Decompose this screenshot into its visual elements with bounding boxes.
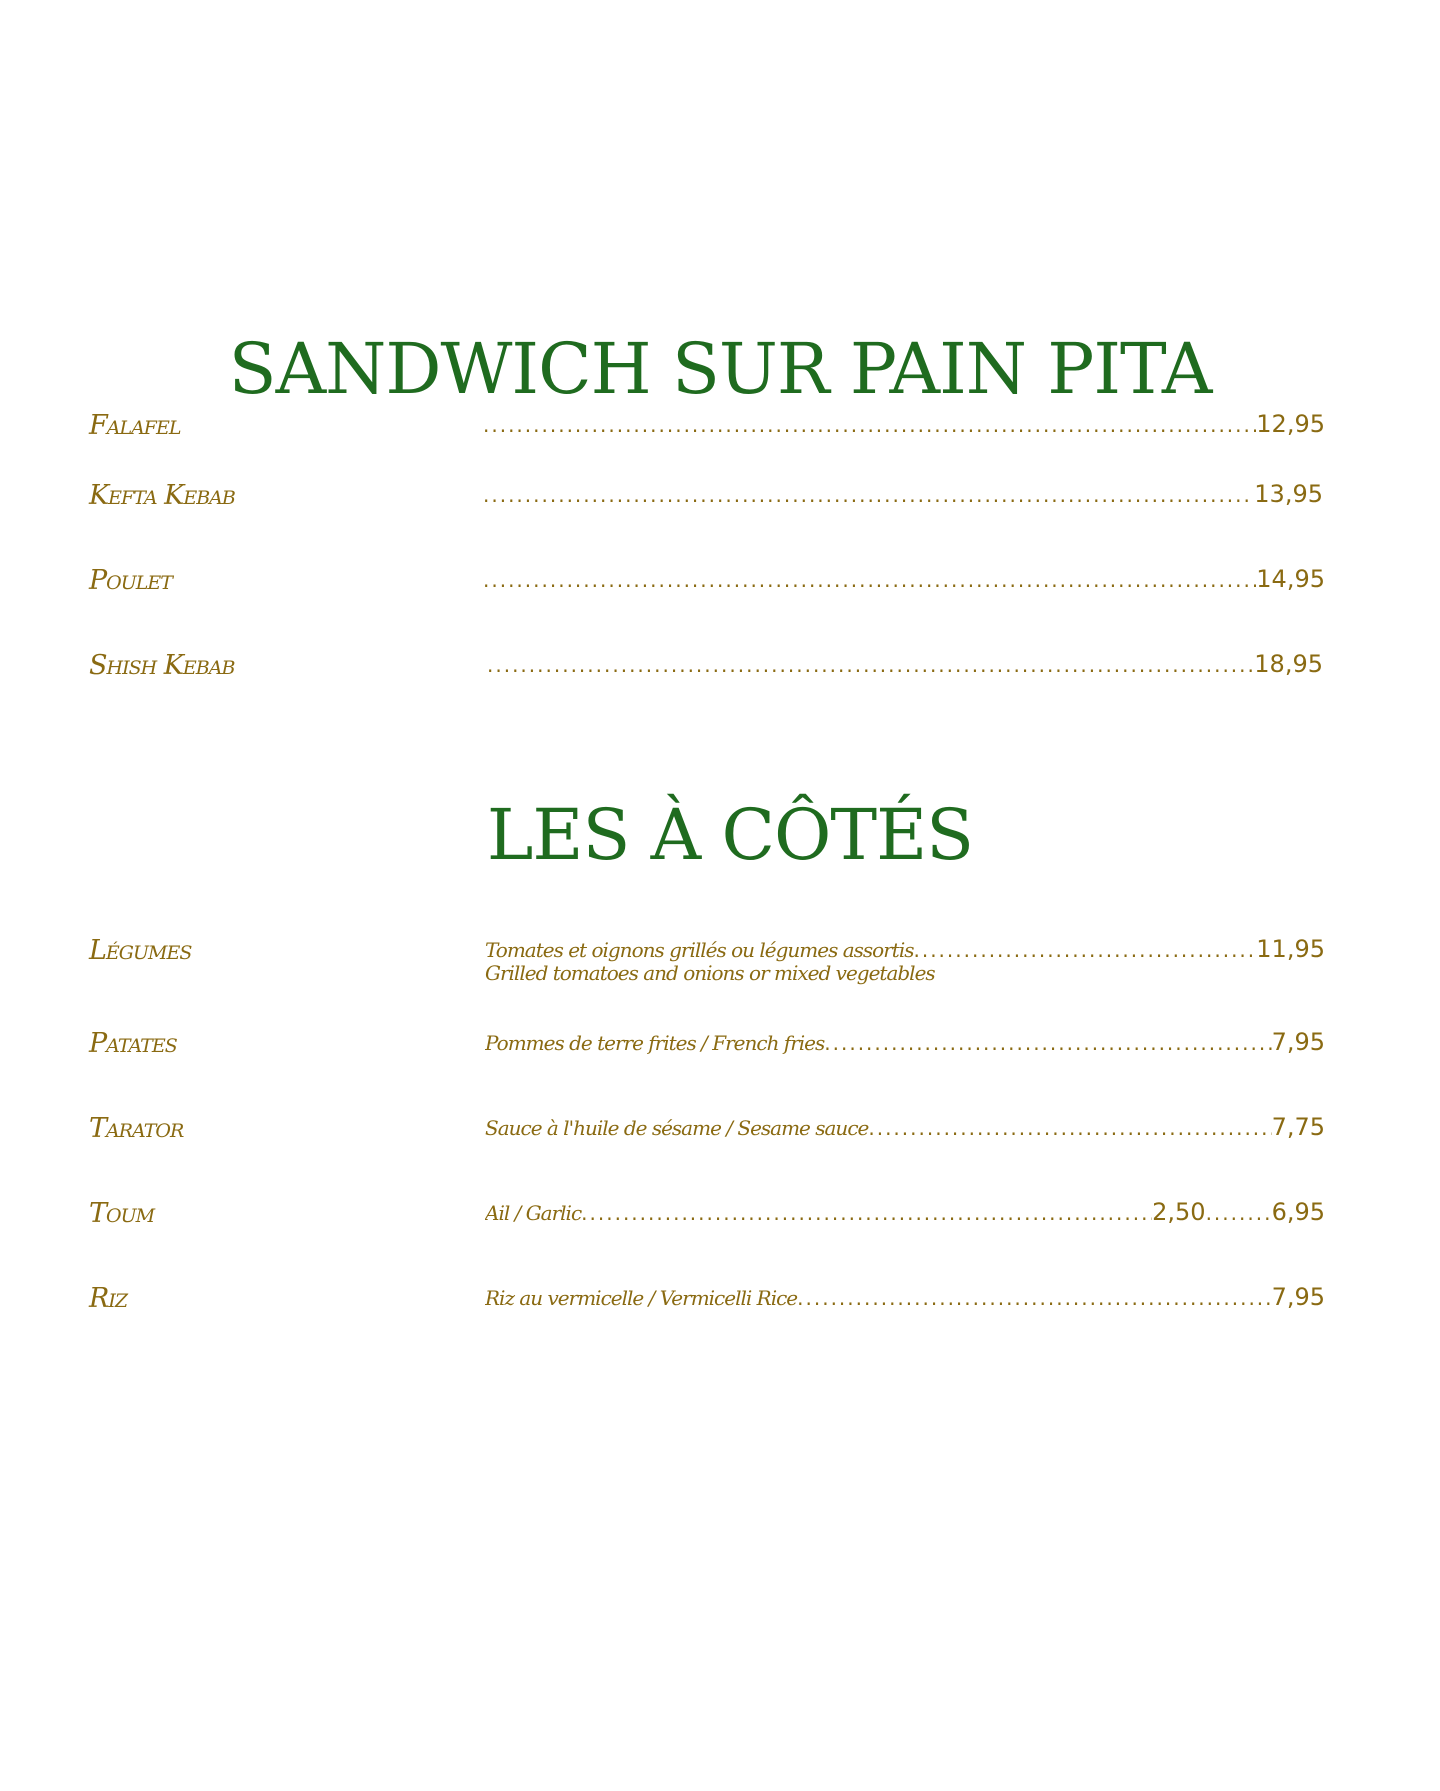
item-name: Poulet bbox=[89, 565, 172, 596]
price-leader bbox=[485, 1028, 1325, 1056]
dot-leader-short bbox=[1206, 1201, 1272, 1225]
price-leader bbox=[485, 935, 1325, 963]
menu-item-patates bbox=[0, 1028, 1440, 1088]
dot-leader bbox=[483, 413, 1256, 437]
item-name: Patates bbox=[89, 1028, 177, 1059]
dot-leader bbox=[487, 653, 1254, 677]
item-price: 7,95 bbox=[1271, 1028, 1325, 1056]
dot-leader bbox=[824, 1031, 1271, 1055]
menu-item-legumes bbox=[0, 935, 1440, 1005]
price-leader bbox=[483, 565, 1325, 593]
item-price: 18,95 bbox=[1254, 650, 1323, 678]
item-description: Sauce à l'huile de sésame / Sesame sauce bbox=[485, 1116, 869, 1140]
menu-item-tarator bbox=[0, 1113, 1440, 1173]
menu-item-poulet bbox=[0, 565, 1440, 625]
item-name: Riz bbox=[89, 1283, 128, 1314]
dot-leader bbox=[913, 938, 1256, 962]
menu-item-kefta-kebab bbox=[0, 480, 1440, 540]
item-price: 11,95 bbox=[1256, 935, 1325, 963]
item-price: 7,95 bbox=[1271, 1283, 1325, 1311]
item-description: Pommes de terre frites / French fries bbox=[485, 1031, 825, 1055]
item-description: Tomates et oignons grillés ou légumes assortis bbox=[485, 938, 914, 962]
item-name: Légumes bbox=[89, 935, 192, 966]
dot-leader bbox=[868, 1116, 1271, 1140]
section-title-sandwich: SANDWICH SUR PAIN PITA bbox=[228, 328, 1212, 410]
item-price: 13,95 bbox=[1254, 480, 1323, 508]
item-description: Riz au vermicelle / Vermicelli Rice bbox=[485, 1286, 798, 1310]
price-leader bbox=[483, 410, 1325, 438]
price-leader bbox=[487, 650, 1323, 678]
price-leader bbox=[485, 1113, 1325, 1141]
menu-item-riz bbox=[0, 1283, 1440, 1343]
dot-leader bbox=[797, 1286, 1271, 1310]
dot-leader bbox=[483, 568, 1256, 592]
price-leader bbox=[483, 480, 1323, 508]
price-leader bbox=[485, 1198, 1325, 1226]
item-price: 6,95 bbox=[1271, 1198, 1325, 1226]
item-name: Toum bbox=[89, 1198, 155, 1229]
item-name: Falafel bbox=[89, 410, 181, 441]
item-name: Shish Kebab bbox=[89, 650, 235, 681]
menu-item-falafel bbox=[0, 410, 1440, 470]
item-price: 14,95 bbox=[1256, 565, 1325, 593]
item-price-small: 2,50 bbox=[1152, 1198, 1206, 1226]
item-name: Tarator bbox=[89, 1113, 184, 1144]
item-price: 7,75 bbox=[1271, 1113, 1325, 1141]
item-name: Kefta Kebab bbox=[89, 480, 235, 511]
item-description-en: Grilled tomatoes and onions or mixed vegetables bbox=[485, 961, 935, 985]
item-price: 12,95 bbox=[1256, 410, 1325, 438]
dot-leader bbox=[483, 483, 1254, 507]
menu-item-toum bbox=[0, 1198, 1440, 1258]
dot-leader bbox=[581, 1201, 1152, 1225]
price-leader bbox=[485, 1283, 1325, 1311]
item-description: Ail / Garlic bbox=[485, 1201, 582, 1225]
section-title-les-a-cotes: LES À CÔTÉS bbox=[486, 794, 974, 876]
menu-item-shish-kebab bbox=[0, 650, 1440, 710]
